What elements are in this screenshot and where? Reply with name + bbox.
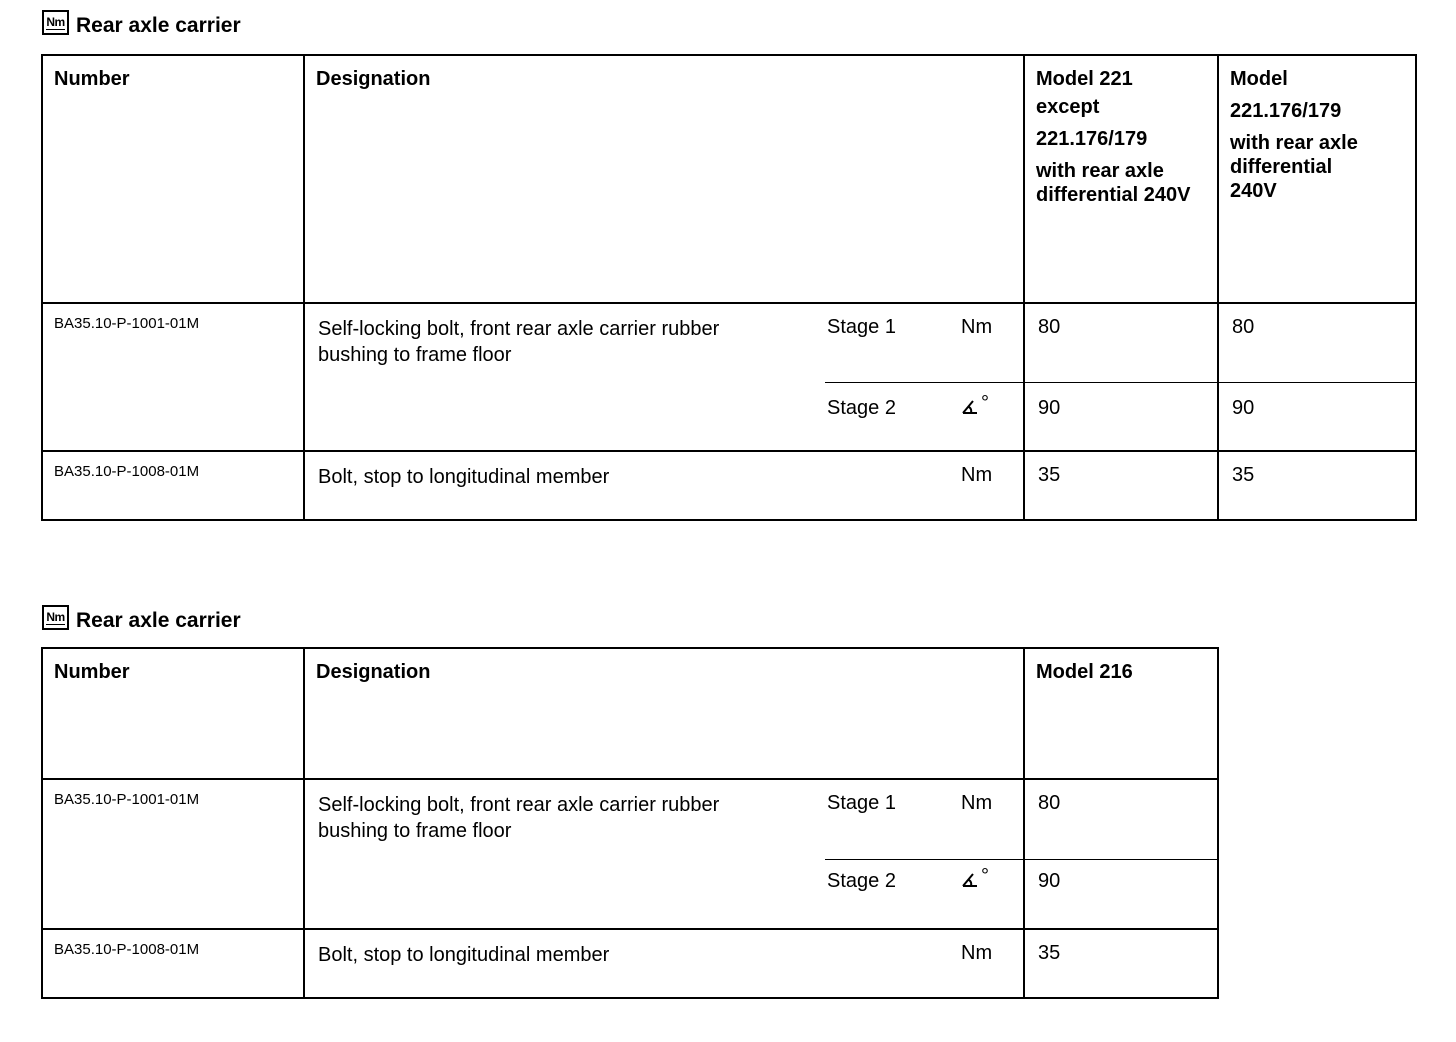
table-row (42, 303, 1416, 451)
header-designation: Designation (304, 55, 1024, 303)
designation-text: Self-locking bolt, front rear axle carrier rubber bushing to frame floor (318, 318, 720, 366)
torque-table-2 (41, 647, 1219, 999)
header-number: Number (42, 55, 304, 303)
angle-icon (961, 397, 981, 415)
section-heading-2 (42, 601, 241, 633)
table-row (42, 451, 1416, 520)
value-cell: 35 (1218, 451, 1416, 520)
value-stage-2: 90 (1038, 397, 1061, 419)
section-heading-1 (42, 6, 241, 38)
designation-text: Bolt, stop to longitudinal member (318, 466, 610, 488)
designation-cell (304, 779, 1024, 929)
stage-divider (1219, 382, 1415, 383)
torque-table-1 (41, 54, 1417, 521)
angle-unit: ° (961, 870, 989, 894)
header-model-221: Model 221 except 221.176/179 with rear axle differential 240V (1024, 55, 1218, 303)
stage-divider (825, 859, 1024, 860)
unit-label: Nm (961, 942, 993, 964)
unit-label: Nm (961, 464, 993, 486)
designation-text: Self-locking bolt, front rear axle carrier rubber bushing to frame floor (318, 794, 720, 842)
table-header-row (42, 648, 1218, 779)
angle-unit: ° (961, 397, 989, 421)
header-number: Number (42, 648, 304, 779)
designation-cell (304, 451, 1024, 520)
unit-label: Nm (961, 792, 993, 814)
header-designation: Designation (304, 648, 1024, 779)
section-title: Rear axle carrier (76, 14, 241, 37)
torque-nm-icon: Nm (42, 10, 69, 35)
value-cell: 35 (1024, 451, 1218, 520)
value-stage-1: 80 (1232, 316, 1255, 338)
torque-nm-icon: Nm (42, 605, 69, 630)
designation-text: Bolt, stop to longitudinal member (318, 944, 610, 966)
value-cell (1024, 303, 1218, 451)
part-number: BA35.10-P-1008-01M (42, 451, 304, 520)
angle-icon (961, 870, 981, 888)
part-number: BA35.10-P-1001-01M (42, 303, 304, 451)
designation-cell (304, 303, 1024, 451)
table-row (42, 779, 1218, 929)
part-number: BA35.10-P-1008-01M (42, 929, 304, 998)
part-number: BA35.10-P-1001-01M (42, 779, 304, 929)
value-stage-2: 90 (1038, 870, 1061, 892)
header-model-216: Model 216 (1024, 648, 1218, 779)
stage-label: Stage 1 (827, 316, 896, 338)
stage-label: Stage 2 (827, 397, 896, 419)
section-title: Rear axle carrier (76, 609, 241, 632)
value-stage-1: 80 (1038, 316, 1061, 338)
value-cell (1024, 779, 1218, 929)
stage-label: Stage 2 (827, 870, 896, 892)
stage-divider (1025, 382, 1218, 383)
designation-cell (304, 929, 1024, 998)
table-row (42, 929, 1218, 998)
table-header-row (42, 55, 1416, 303)
value-cell (1218, 303, 1416, 451)
value-stage-2: 90 (1232, 397, 1255, 419)
stage-divider (825, 382, 1024, 383)
header-model-221-176: Model 221.176/179 with rear axle differential 240V (1218, 55, 1416, 303)
stage-label: Stage 1 (827, 792, 896, 814)
value-cell: 35 (1024, 929, 1218, 998)
value-stage-1: 80 (1038, 792, 1061, 814)
unit-label: Nm (961, 316, 993, 338)
stage-divider (1025, 859, 1217, 860)
